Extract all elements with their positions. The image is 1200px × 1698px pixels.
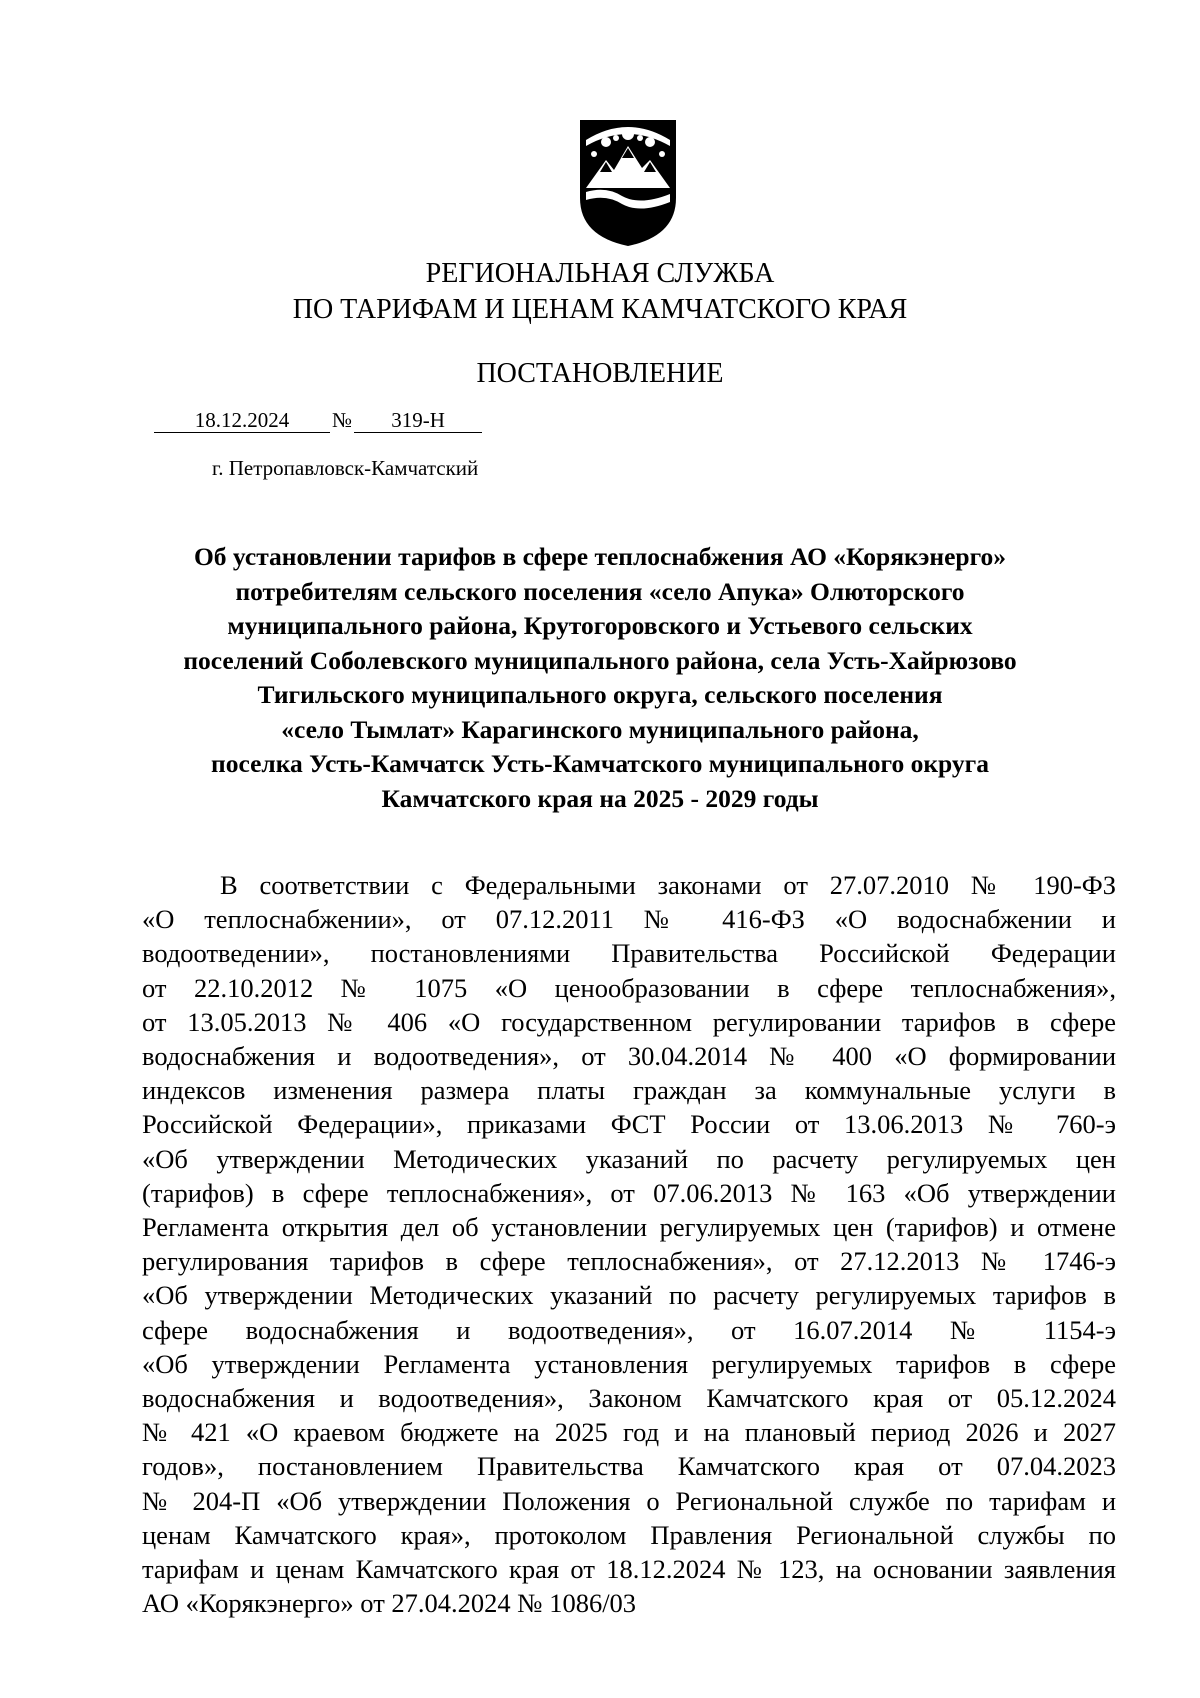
document-type: ПОСТАНОВЛЕНИЕ [476,358,724,389]
body-line: индексов изменения размера платы граждан за коммунальные услуги в [142,1075,1116,1106]
body-line: «О теплоснабжении», от 07.12.2011 № 416-ФЗ «О водоснабжении и [142,904,1116,935]
body-line: (тарифов) в сфере теплоснабжения», от 07.06.2013 № 163 «Об утверждении [142,1177,1116,1208]
body-line: ценам Камчатского края», протоколом Правления Региональной службы по [142,1519,1116,1550]
title-line: Камчатского края на 2025 - 2029 годы [381,783,819,813]
title-line: поселка Усть-Камчатск Усть-Камчатского муниципального округа [211,749,989,778]
organization-name-line1: РЕГИОНАЛЬНАЯ СЛУЖБА [425,258,775,289]
body-line: водоснабжения и водоотведения», от 30.04.2014 № 400 «О формировании [142,1041,1116,1072]
body-line: тарифам и ценам Камчатского края от 18.12.2024 № 123, на основании заявления [142,1554,1116,1585]
body-line: от 22.10.2012 № 1075 «О ценообразовании в сфере теплоснабжения», [142,972,1116,1003]
body-line: «Об утверждении Методических указаний по расчету регулируемых цен [142,1143,1116,1174]
body-line: водоснабжения и водоотведения», Законом Камчатского края от 05.12.2024 [142,1383,1116,1414]
body-line: АО «Корякэнерго» от 27.04.2024 № 1086/03 [142,1588,637,1619]
body-line: «Об утверждении Методических указаний по расчету регулируемых тарифов в [142,1280,1116,1311]
number-sign: № [332,408,353,432]
document-date: 18.12.2024 [154,408,330,433]
title-line: потребителям сельского поселения «село Апука» Олюторского [235,576,965,606]
body-line: регулирования тарифов в сфере теплоснабжения», от 27.12.2013 № 1746-э [142,1246,1116,1277]
document-title [140,540,1060,816]
body-line: «Об утверждении Регламента установления регулируемых тарифов в сфере [142,1348,1116,1379]
body-line: Регламента открытия дел об установлении регулируемых цен (тарифов) и отмене [142,1212,1116,1243]
title-line: поселений Соболевского муниципального района, села Усть-Хайрюзово [183,645,1017,675]
document-city: г. Петропавловск-Камчатский [212,456,479,480]
body-line: сфере водоснабжения и водоотведения», от 16.07.2014 № 1154-э [142,1314,1116,1345]
document-body [142,868,1116,1620]
title-line: Об установлении тарифов в сфере теплоснабжения АО «Корякэнерго» [193,542,1007,571]
kamchatka-coat-of-arms-icon [572,112,684,248]
title-line: «село Тымлат» Карагинского муниципального района, [281,714,919,744]
body-line: от 13.05.2013 № 406 «О государственном регулировании тарифов в сфере [142,1006,1116,1037]
title-line: муниципального района, Крутогоровского и Устьевого сельских [227,611,973,640]
body-line: Российской Федерации», приказами ФСТ России от 13.06.2013 № 760-э [142,1109,1116,1140]
document-number: 319-Н [354,408,482,433]
date-number-line [154,408,482,433]
body-line: № 204-П «Об утверждении Положения о Региональной службе по тарифам и [142,1485,1116,1516]
body-line: № 421 «О краевом бюджете на 2025 год и на плановый период 2026 и 2027 [142,1417,1116,1448]
body-line: водоотведении», постановлениями Правительства Российской Федерации [142,938,1116,969]
organization-name-line2: ПО ТАРИФАМ И ЦЕНАМ КАМЧАТСКОГО КРАЯ [292,294,908,325]
body-line: годов», постановлением Правительства Камчатского края от 07.04.2023 [142,1451,1116,1482]
title-line: Тигильского муниципального округа, сельского поселения [257,680,943,709]
body-line: В соответствии с Федеральными законами от 27.07.2010 № 190-ФЗ [220,870,1116,900]
